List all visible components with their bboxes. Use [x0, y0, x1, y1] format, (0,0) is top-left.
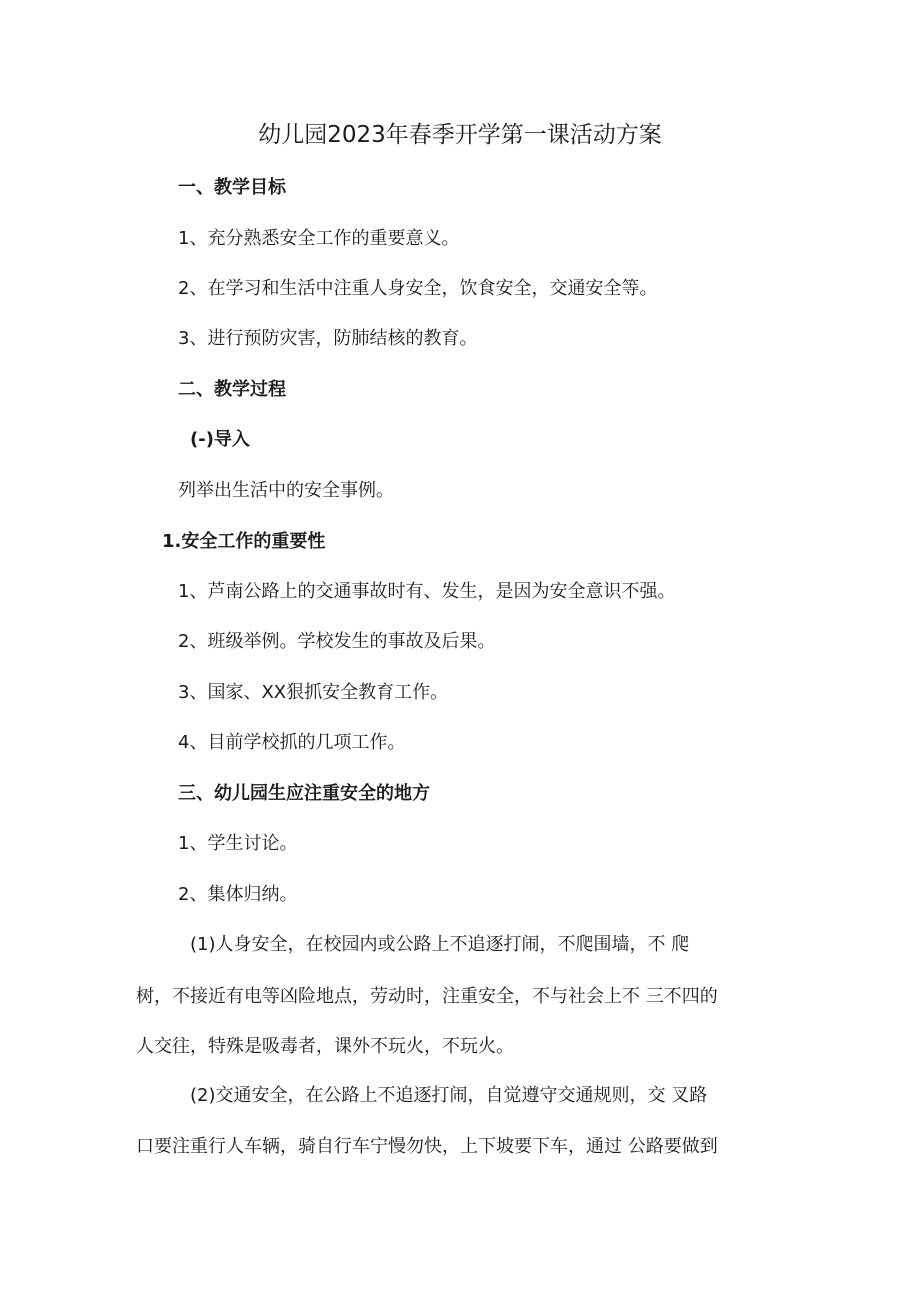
document-title: 幼儿园2023年春季开学第一课活动方案	[258, 122, 662, 148]
objective-item-2: 2、在学习和生活中注重人身安全，饮食安全，交通安全等。	[178, 278, 658, 299]
importance-item-4: 4、目前学校抓的几项工作。	[178, 732, 406, 753]
traffic-safety-line-2: 口要注重行人车辆，骑自行车宁慢勿快，上下坡要下车，通过 公路要做到	[136, 1136, 718, 1157]
subsection-heading-intro: (-)导入	[190, 429, 250, 450]
objective-item-1: 1、充分熟悉安全工作的重要意义。	[178, 228, 460, 249]
subsection-heading-importance: 1.安全工作的重要性	[162, 531, 326, 552]
personal-safety-line-1: (1)人身安全，在校园内或公路上不追逐打闹，不爬围墙，不 爬	[190, 934, 690, 955]
section-heading-attention: 三、幼儿园生应注重安全的地方	[178, 783, 430, 804]
personal-safety-line-2: 树，不接近有电等凶险地点，劳动时，注重安全，不与社会上不 三不四的	[136, 986, 718, 1007]
personal-safety-line-3: 人交往，特殊是吸毒者，课外不玩火，不玩火。	[136, 1036, 514, 1057]
attention-item-1: 1、学生讨论。	[178, 833, 298, 854]
attention-item-2: 2、集体归纳。	[178, 884, 298, 905]
section-heading-process: 二、教学过程	[178, 379, 286, 400]
importance-item-1: 1、芦南公路上的交通事故时有、发生，是因为安全意识不强。	[178, 581, 676, 602]
intro-paragraph: 列举出生活中的安全事例。	[178, 480, 394, 501]
importance-item-2: 2、班级举例。学校发生的事故及后果。	[178, 631, 496, 652]
importance-item-3: 3、国家、XX狠抓安全教育工作。	[178, 682, 449, 703]
section-heading-objectives: 一、教学目标	[178, 177, 286, 198]
objective-item-3: 3、进行预防灾害，防肺结核的教育。	[178, 328, 478, 349]
traffic-safety-line-1: (2)交通安全，在公路上不追逐打闹，自觉遵守交通规则，交 叉路	[190, 1085, 708, 1106]
